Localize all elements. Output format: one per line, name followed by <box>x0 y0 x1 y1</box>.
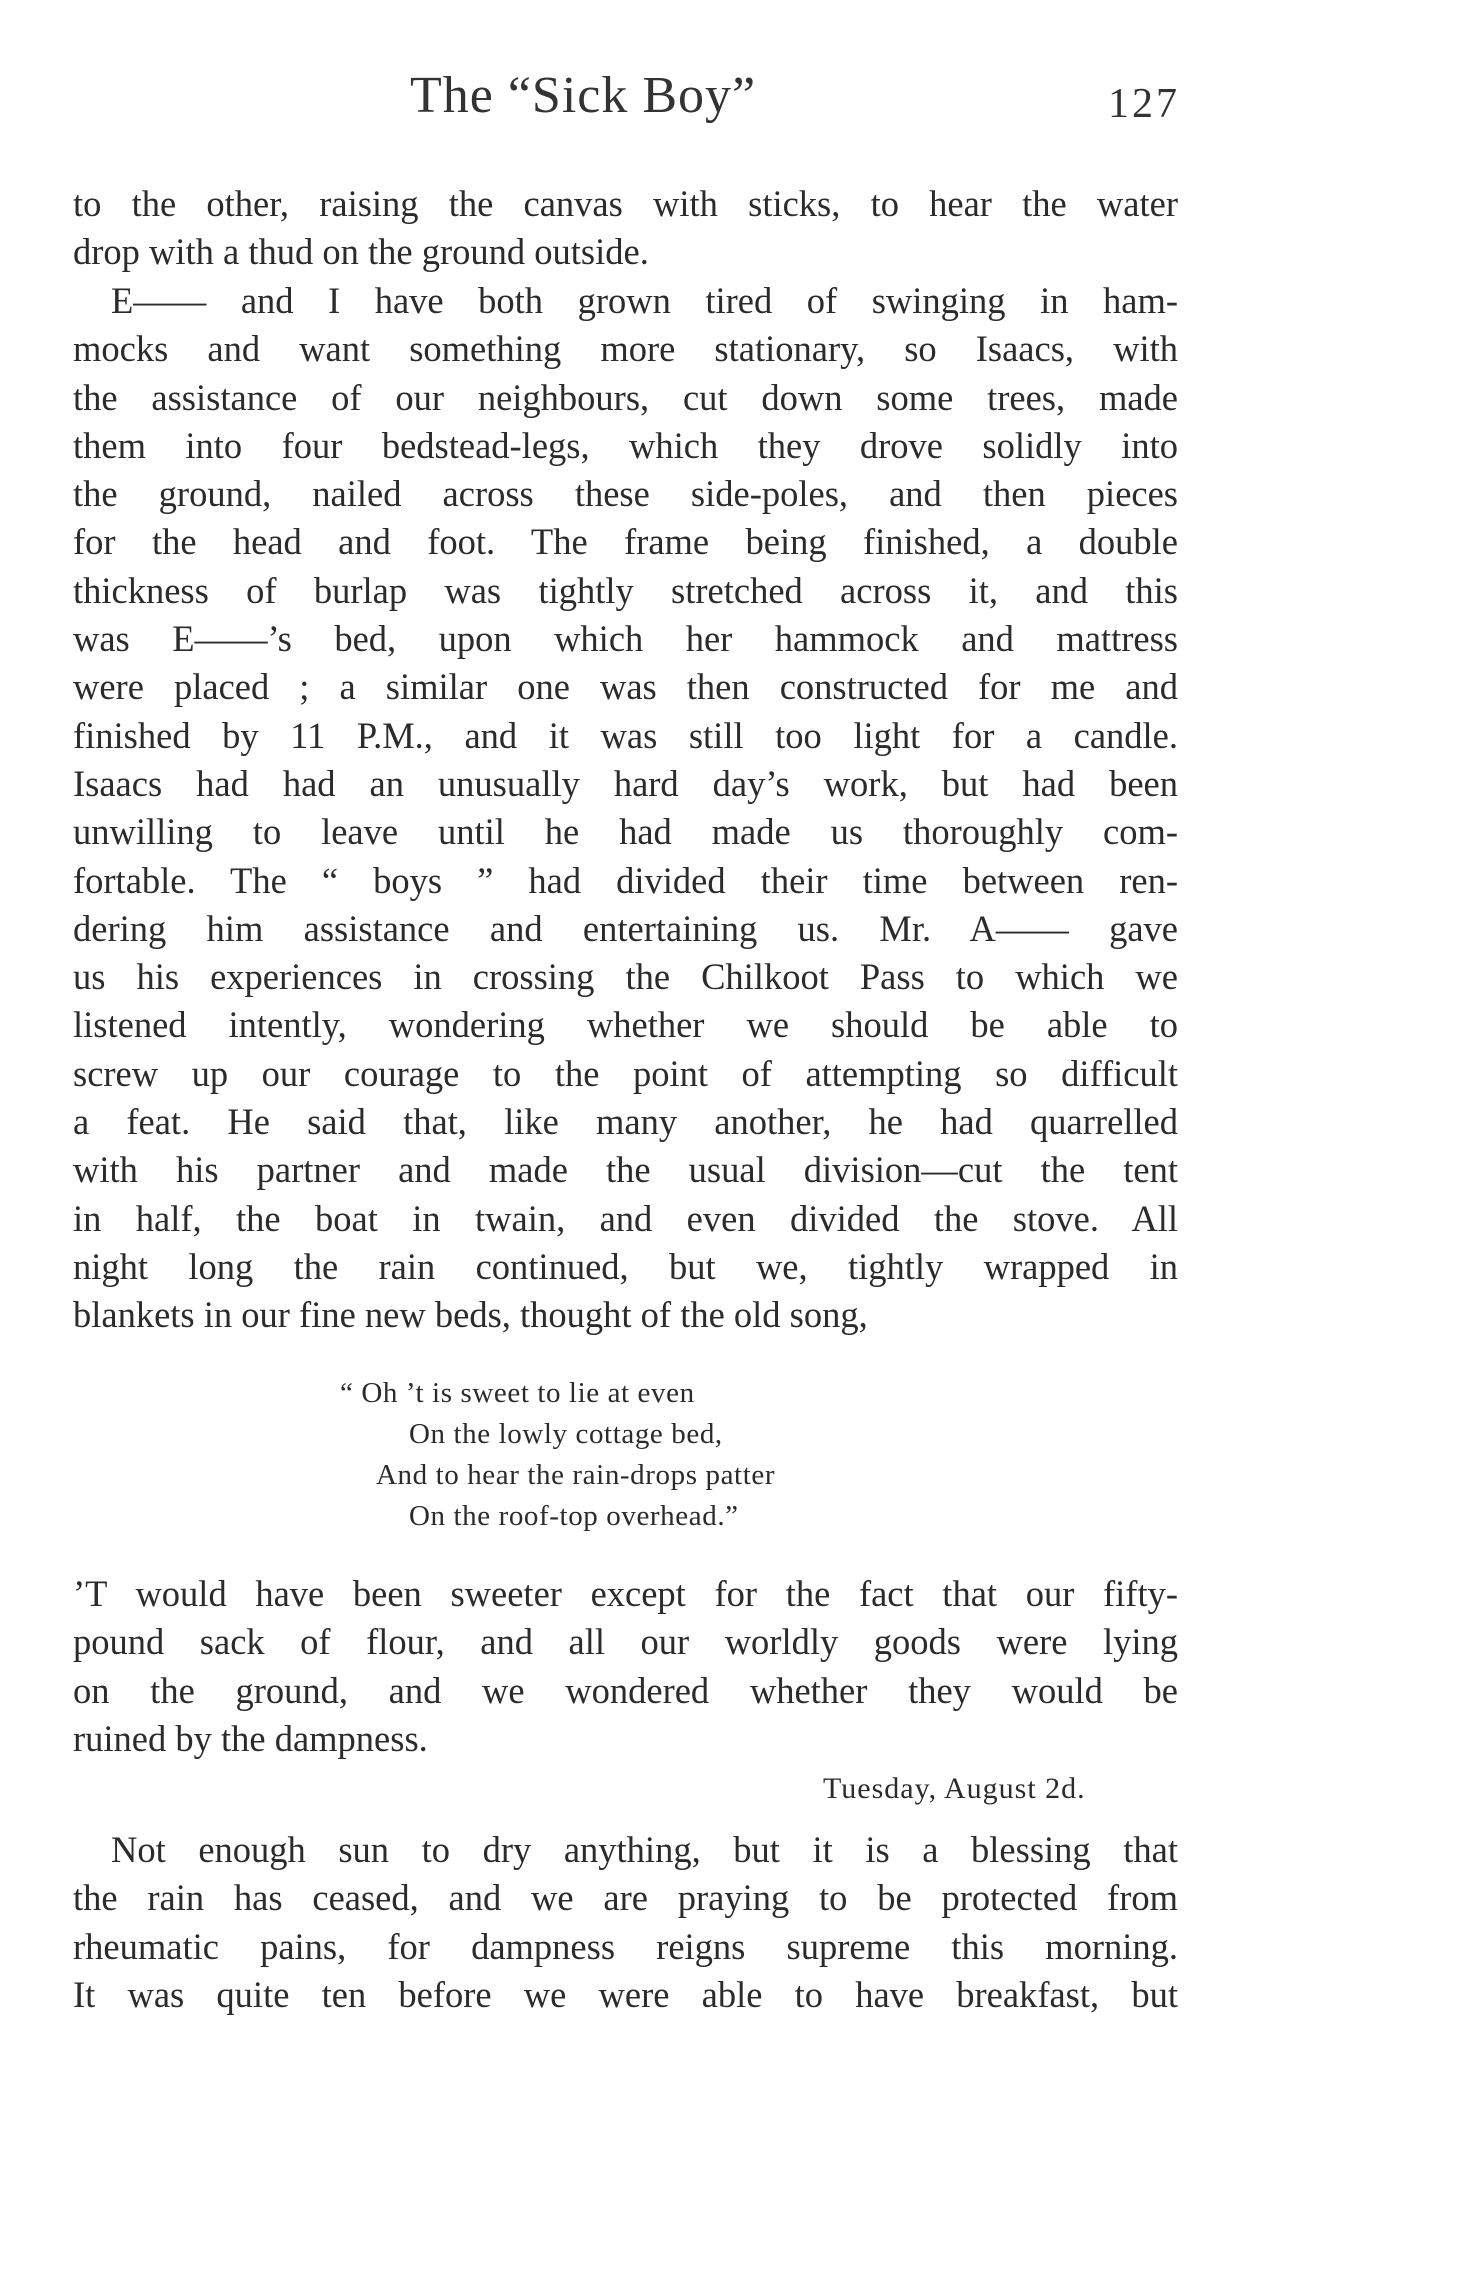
text-line: It was quite ten before we were able to have breakfast, but <box>73 1973 1178 2015</box>
text-line: fortable. The “ boys ” had divided their time between ren- <box>73 859 1178 901</box>
text-line: was E——’s bed, upon which her hammock and mattress <box>73 618 1178 660</box>
page-number: 127 <box>1108 81 1180 127</box>
verse-line: On the lowly cottage bed, <box>409 1418 723 1450</box>
running-title: The “Sick Boy” <box>410 67 757 124</box>
paragraph-bedsteads <box>73 277 1178 1340</box>
text-line: pound sack of flour, and all our worldly goods were lying <box>73 1621 1178 1663</box>
text-line: in half, the boat in twain, and even divided the stove. All <box>73 1197 1178 1239</box>
text-line: Isaacs had had an unusually hard day’s work, but had been <box>73 762 1178 804</box>
text-line: ’T would have been sweeter except for the fact that our fifty- <box>73 1573 1178 1614</box>
text-line: listened intently, wondering whether we should be able to <box>73 1004 1178 1046</box>
text-line: mocks and want something more stationary, so Isaacs, with <box>73 328 1178 370</box>
text-line: ruined by the dampness. <box>73 1717 428 1759</box>
text-line: the rain has ceased, and we are praying to be protected from <box>73 1877 1178 1919</box>
text-line: the ground, nailed across these side-poles, and then pieces <box>73 473 1178 515</box>
text-line: E—— and I have both grown tired of swinging in ham- <box>111 280 1178 321</box>
running-head <box>0 66 1469 136</box>
text-line: blankets in our fine new beds, thought of the old song, <box>73 1294 868 1336</box>
text-line: drop with a thud on the ground outside. <box>73 231 649 273</box>
text-line: for the head and foot. The frame being finished, a double <box>73 521 1178 563</box>
paragraph-flour <box>73 1570 1178 1763</box>
verse-line: “ Oh ’t is sweet to lie at even <box>340 1377 695 1409</box>
text-line: thickness of burlap was tightly stretched across it, and this <box>73 569 1178 611</box>
text-line: rheumatic pains, for dampness reigns supreme this morning. <box>73 1925 1178 1967</box>
text-line: to the other, raising the canvas with sticks, to hear the water <box>73 183 1178 224</box>
text-line: were placed ; a similar one was then constructed for me and <box>73 666 1178 708</box>
text-line: unwilling to leave until he had made us thoroughly com- <box>73 811 1178 853</box>
text-line: us his experiences in crossing the Chilkoot Pass to which we <box>73 956 1178 998</box>
paragraph-morning <box>73 1826 1178 2019</box>
verse-line: On the roof-top overhead.” <box>409 1500 739 1532</box>
paragraph-continuation <box>73 180 1178 277</box>
dateline: Tuesday, August 2d. <box>823 1772 1086 1805</box>
text-line: Not enough sun to dry anything, but it is a blessing that <box>111 1829 1178 1870</box>
text-line: finished by 11 P.M., and it was still too light for a candle. <box>73 714 1178 756</box>
text-line: night long the rain continued, but we, tightly wrapped in <box>73 1245 1178 1287</box>
text-line: them into four bedstead-legs, which they drove solidly into <box>73 424 1178 466</box>
text-line: the assistance of our neighbours, cut down some trees, made <box>73 376 1178 418</box>
verse-line: And to hear the rain-drops patter <box>376 1459 776 1491</box>
text-line: with his partner and made the usual division—cut the tent <box>73 1149 1178 1191</box>
text-line: on the ground, and we wondered whether they would be <box>73 1669 1178 1711</box>
text-line: screw up our courage to the point of attempting so difficult <box>73 1052 1178 1094</box>
text-line: dering him assistance and entertaining us. Mr. A—— gave <box>73 907 1178 949</box>
text-line: a feat. He said that, like many another, he had quarrelled <box>73 1101 1178 1143</box>
